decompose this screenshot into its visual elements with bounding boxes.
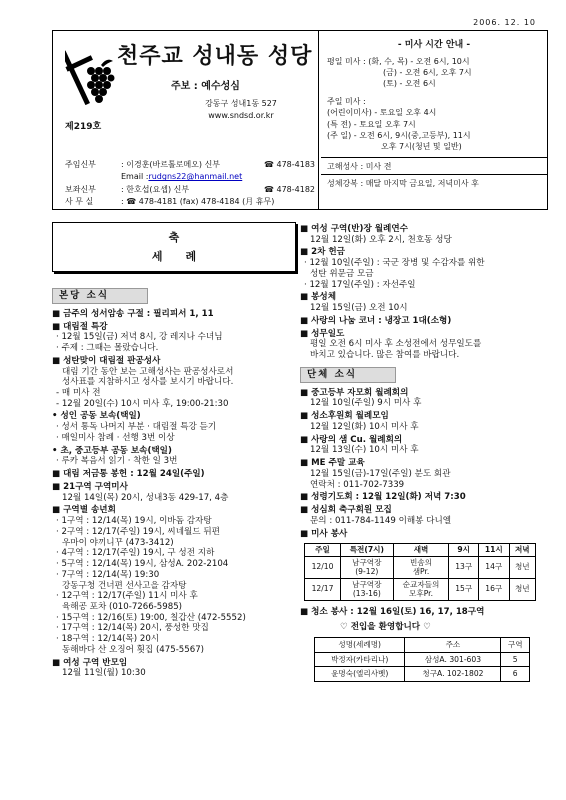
news-heading: ■ 성령기도회 : 12월 12일(화) 저녁 7:30 <box>300 492 466 503</box>
staff-info: : ☎ 478-4181 (fax) 478-4184 (月 휴무) <box>121 197 275 207</box>
service-cell: 남구역장 (13-16) <box>341 578 394 600</box>
staff-row <box>65 184 315 196</box>
news-heading: ■ 봉성체 <box>300 292 337 303</box>
service-header-cell: 특전(7시) <box>341 544 394 556</box>
mass-line: (특 전) - 토요일 오후 7시 <box>327 119 416 129</box>
service-cell: 12/10 <box>305 556 341 578</box>
email-link[interactable]: rudgns22@hanmail.net <box>148 172 243 182</box>
service-cell: 빈솜의 샘Pr. <box>393 556 449 578</box>
news-line: · 12월 17일(주일) : 자선주일 <box>304 279 416 290</box>
news-heading: ■ 중고등부 자모회 월례회의 <box>300 387 409 398</box>
welcome-cell: 5 <box>501 652 530 666</box>
group-news-list <box>300 388 548 540</box>
news-line: · 15구역 : 12/16(토) 19:00, 칠갑산 (472-5552) <box>56 612 246 623</box>
news-line: · 매일미사 참례 · 선행 3번 이상 <box>56 432 175 443</box>
welcome-title: ♡ 전입을 환영합니다 ♡ <box>340 622 431 633</box>
news-line: · 12월 10일(주일) : 국군 장병 및 수감자를 위한 <box>304 258 485 269</box>
news-heading: ■ 구역별 송년회 <box>52 505 116 516</box>
section-parish-news: 본당 소식 <box>52 288 148 304</box>
news-line: - 매 미사 전 <box>56 388 101 399</box>
news-line: 12월 12일(화) 오후 2시, 천호동 성당 <box>310 234 452 245</box>
welcome-table <box>314 637 530 681</box>
sunday-mass <box>327 96 541 153</box>
news-line: 12월 12일(화) 10시 미사 후 <box>310 421 419 432</box>
news-line: 강동구청 건너편 선사고을 감자탕 <box>62 580 187 591</box>
welcome-cell: 청구A. 102-1802 <box>405 667 501 681</box>
church-title: 천주교 성내동 성당 <box>117 44 313 69</box>
service-header-cell: 11시 <box>478 544 509 556</box>
parish-news-continued <box>300 224 548 361</box>
news-heading: ■ 2차 헌금 <box>300 247 345 258</box>
news-line: 성사표를 지참하시고 성사를 보시기 바랍니다. <box>62 377 234 388</box>
news-line: 문의 : 011-784-1149 이해봉 다니엘 <box>310 515 452 526</box>
news-line: · 루카 복음서 읽기 · 착한 일 3번 <box>56 456 178 467</box>
issue-date: 2006. 12. 10 <box>473 18 536 27</box>
welcome-row <box>315 667 530 681</box>
staff-info: : 한호섭(요셉) 신부 <box>121 184 190 194</box>
welcome-header-cell: 구역 <box>501 638 530 652</box>
service-header-cell: 저녁 <box>509 544 535 556</box>
news-line: - 12월 20일(수) 10시 미사 후, 19:00-21:30 <box>56 398 229 409</box>
welcome-header-row <box>315 638 530 652</box>
news-line: · 성서 통독 나머지 부분 · 대림절 특강 듣기 <box>56 422 217 433</box>
news-line: 12월 14일(목) 20시, 성내3동 429-17, 4층 <box>62 492 229 503</box>
parish-news-list <box>52 309 296 679</box>
news-line: 대림 기간 동안 보는 고해성사는 판공성사로서 <box>62 366 234 377</box>
left-column <box>52 222 296 679</box>
news-line: 평일 오전 6시 미사 후 소성전에서 성무일도를 <box>310 339 482 350</box>
news-heading: ■ 사랑의 나눔 코너 : 냉장고 1대(소형) <box>300 315 452 326</box>
news-line: · 2구역 : 12/17(주일) 19시, 씨네월드 뒤편 <box>56 526 220 537</box>
header-left <box>53 31 319 209</box>
news-line: · 17구역 : 12/14(목) 20시, 풍성한 맛집 <box>56 623 209 634</box>
news-heading: ■ 21구역 구역미사 <box>52 481 128 492</box>
welcome-cell: 박정자(카타리나) <box>315 652 405 666</box>
mass-extra-line: 성체강복 : 매달 마지막 금요일, 저녁미사 후 <box>327 179 479 188</box>
mass-service-table <box>304 543 536 600</box>
news-line: · 12월 15일(금) 저녁 8시, 강 레지나 수녀님 <box>56 332 223 343</box>
service-cell: 16구 <box>478 578 509 600</box>
staff-row <box>65 159 315 171</box>
mass-line: 오후 7시(청년 및 일반) <box>381 142 462 152</box>
news-heading: ■ 대림 저금통 봉헌 : 12월 24일(주일) <box>52 469 205 480</box>
staff-role: 주임신부 <box>65 160 96 169</box>
staff-role <box>65 171 121 183</box>
news-line: 연락처 : 011-702-7339 <box>310 479 405 490</box>
phone-number: ☎ 478-4182 <box>263 184 315 194</box>
service-cell: 남구역장 (9-12) <box>341 556 394 578</box>
news-line: · 5구역 : 12/14(목) 19시, 삼성A. 202-2104 <box>56 559 229 570</box>
news-line: 12월 10일(주일) 9시 미사 후 <box>310 398 422 409</box>
news-line: 12월 11일(월) 10:30 <box>62 668 146 679</box>
service-cell: 청년 <box>509 578 535 600</box>
mass-line: 주일 미사 : <box>327 96 366 106</box>
weekday-mass <box>327 56 541 90</box>
service-row <box>305 578 536 600</box>
news-line: · 18구역 : 12/14(목) 20시 <box>56 634 160 645</box>
news-heading: ■ 성탄맞이 대림절 판공성사 <box>52 355 161 366</box>
news-line: · 1구역 : 12/14(목) 19시, 이바돔 감자탕 <box>56 516 212 527</box>
news-heading: ■ 여성 구역(반)장 월례연수 <box>300 224 408 234</box>
news-line: 우마이 야끼니꾸 (473-3412) <box>62 537 174 548</box>
staff-role: 사 무 실 <box>65 197 94 207</box>
news-line: 바치고 있습니다. 많은 참여를 바랍니다. <box>310 350 460 361</box>
news-heading: ■ ME 주말 교육 <box>300 458 365 469</box>
welcome-header-cell: 주소 <box>405 638 501 652</box>
staff-list <box>65 159 315 209</box>
service-header-row <box>305 544 536 556</box>
news-heading: ■ 성소후원회 월례모임 <box>300 411 389 422</box>
welcome-header-cell: 성명(세례명) <box>315 638 405 652</box>
cross-grape-logo-icon <box>65 43 117 115</box>
cleaning-service: ■ 청소 봉사 : 12월 16일(토) 16, 17, 18구역 <box>300 606 485 617</box>
news-heading: ■ 성심회 축구회원 모집 <box>300 505 392 516</box>
phone-number: ☎ 478-4183 <box>263 160 315 169</box>
news-line: · 7구역 : 12/14(목) 19:30 <box>56 569 160 580</box>
service-cell: 13구 <box>449 556 478 578</box>
service-row <box>305 556 536 578</box>
congrats-title: 축 <box>168 231 180 244</box>
news-line: 12월 15일(금) 오전 10시 <box>310 303 408 314</box>
issue-number: 제219호 <box>65 122 102 132</box>
mass-line: (어린이미사) - 토요일 오후 4시 <box>327 108 437 118</box>
baptism-congrats-box <box>52 222 296 272</box>
staff-info: Email : <box>121 172 149 182</box>
mass-extra-line: 고해성사 : 미사 전 <box>327 161 392 171</box>
bulletin-header <box>52 30 548 210</box>
news-heading: ■ 미사 봉사 <box>300 528 348 539</box>
mass-schedule-title: - 미사 시간 안내 - <box>397 40 471 50</box>
address-line: 강동구 성내1동 527 <box>205 99 277 108</box>
news-line: · 주제 : 그때는 몰랐습니다. <box>56 343 159 354</box>
welcome-cell: 삼성A. 301-603 <box>405 652 501 666</box>
news-line: 12월 15일(금)-17일(주일) 분도 회관 <box>310 468 451 479</box>
news-heading: • 성인 공동 보속(택일) <box>52 411 141 422</box>
service-header-cell: 새벽 <box>393 544 449 556</box>
news-line: 성탄 위문금 모금 <box>310 268 374 279</box>
staff-info: : 이경훈(바르톨로메오) 신부 <box>121 160 221 169</box>
mass-line: (금) - 오전 6시, 오후 7시 <box>383 68 472 78</box>
right-column <box>300 222 548 682</box>
mass-line: 평일 미사 : (화, 수, 목) - 오전 6시, 10시 <box>327 56 470 66</box>
news-heading: ■ 사랑의 샘 Cu. 월례회의 <box>300 434 403 445</box>
service-header-cell: 9시 <box>449 544 478 556</box>
news-heading: ■ 여성 구역 반모임 <box>52 657 128 668</box>
welcome-cell: 윤명숙(엘리사벳) <box>315 667 405 681</box>
staff-row <box>65 196 315 208</box>
news-heading: • 초, 중고등부 공동 보속(택일) <box>52 445 172 456</box>
news-line: 12월 13일(수) 10시 미사 후 <box>310 445 419 456</box>
welcome-row <box>315 652 530 666</box>
news-line: · 4구역 : 12/17(주일) 19시, 구 성전 지하 <box>56 548 215 559</box>
service-cell: 12/17 <box>305 578 341 600</box>
mass-line: (주 일) - 오전 6시, 9시(중,고등부), 11시 <box>327 130 471 140</box>
church-address <box>171 98 311 121</box>
service-cell: 청년 <box>509 556 535 578</box>
news-heading: ■ 금주의 성서암송 구절 : 필리피서 1, 11 <box>52 308 214 319</box>
service-cell: 14구 <box>478 556 509 578</box>
website-line: www.sndsd.or.kr <box>208 110 274 120</box>
mass-schedule <box>321 31 547 197</box>
patron-label: 주보 : 예수성심 <box>171 81 240 92</box>
staff-role: 보좌신부 <box>65 184 96 194</box>
service-cell: 15구 <box>449 578 478 600</box>
news-heading: ■ 대림절 특강 <box>52 321 108 332</box>
congrats-subtitle: 세 례 <box>151 249 197 263</box>
service-cell: 순교자들의 모후Pr. <box>393 578 449 600</box>
section-group-news: 단체 소식 <box>300 367 396 383</box>
news-line: 동해바다 산 오징어 횟집 (475-5567) <box>62 644 205 655</box>
welcome-cell: 6 <box>501 667 530 681</box>
news-heading: ■ 성무일도 <box>300 328 345 339</box>
mass-line: (토) - 오전 6시 <box>383 79 436 89</box>
news-line: 육해공 포차 (010-7266-5985) <box>62 601 183 612</box>
news-line: · 12구역 : 12/17(주일) 11시 미사 후 <box>56 591 198 602</box>
staff-row <box>65 171 315 183</box>
service-header-cell: 주일 <box>305 544 341 556</box>
